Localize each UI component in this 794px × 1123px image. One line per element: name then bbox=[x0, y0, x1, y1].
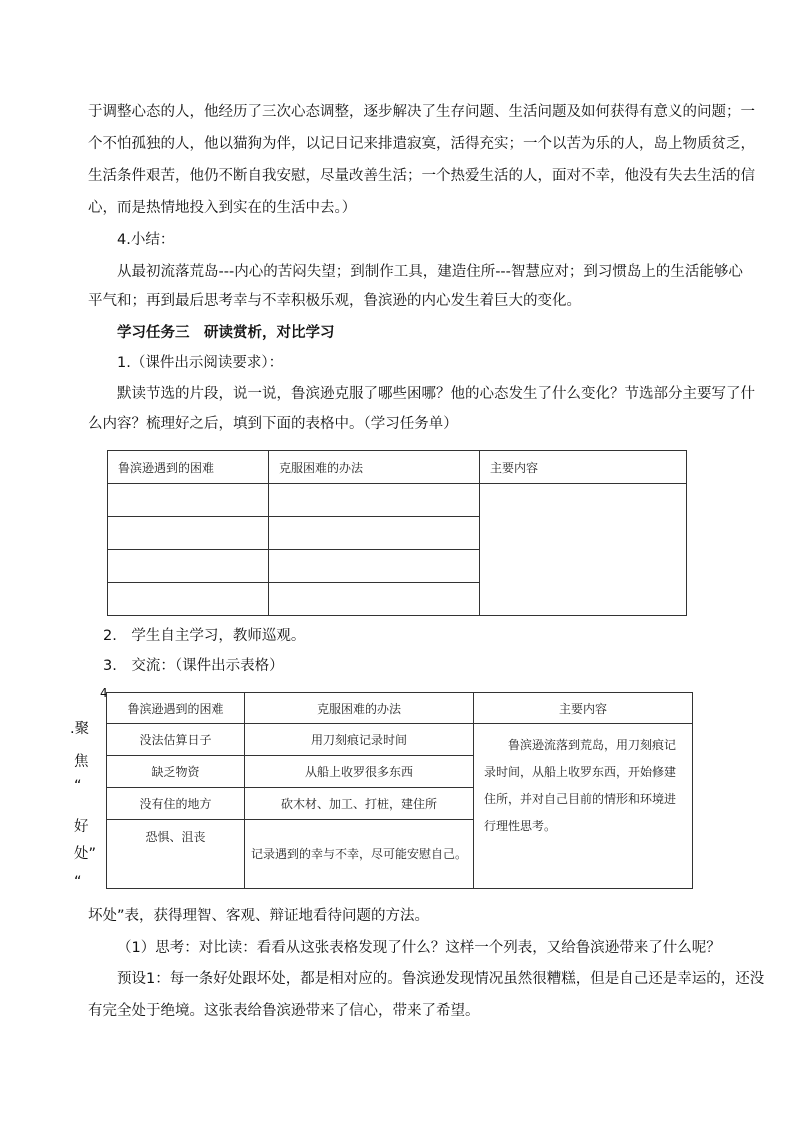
method-cell: 砍木材、加工、打桩，建住所 bbox=[245, 788, 474, 820]
side-number: 4 bbox=[100, 686, 108, 700]
side-char: “ bbox=[74, 874, 82, 890]
method-cell: 从船上收罗很多东西 bbox=[245, 756, 474, 788]
step-2: 2. 学生自主学习，教师巡观。 bbox=[103, 628, 306, 644]
table-header: 主要内容 bbox=[480, 451, 687, 484]
table-header: 克服困难的办法 bbox=[269, 451, 480, 484]
empty-cell bbox=[269, 550, 480, 583]
difficulty-cell: 没有住的地方 bbox=[107, 788, 245, 820]
empty-cell bbox=[269, 517, 480, 550]
paragraph-line: 生活条件艰苦，他仍不断自我安慰，尽量改善生活；一个热爱生活的人，面对不幸，他没有失去生活的信 bbox=[88, 168, 755, 184]
paragraph-line: 于调整心态的人，他经历了三次心态调整，逐步解决了生存问题、生活问题及如何获得有意义的问题；一 bbox=[88, 104, 755, 120]
difficulty-cell: 恐惧、沮丧 bbox=[107, 820, 245, 889]
answer-table bbox=[106, 692, 693, 889]
side-char: 处” bbox=[74, 846, 97, 862]
side-char: 焦 bbox=[74, 754, 89, 770]
difficulty-cell: 缺乏物资 bbox=[107, 756, 245, 788]
empty-cell bbox=[108, 517, 269, 550]
summary-line: 平气和；再到最后思考幸与不幸积极乐观，鲁滨逊的内心发生着巨大的变化。 bbox=[88, 293, 581, 309]
table-header: 鲁滨逊遇到的困难 bbox=[108, 451, 269, 484]
side-char: “ bbox=[74, 778, 82, 794]
table-header: 克服困难的办法 bbox=[245, 693, 474, 724]
empty-cell bbox=[480, 484, 687, 616]
empty-cell bbox=[108, 484, 269, 517]
main-content-cell bbox=[474, 724, 693, 889]
method-cell: 用刀刻痕记录时间 bbox=[245, 724, 474, 756]
side-char: 好 bbox=[74, 819, 89, 835]
task3-line: 么内容？梳理好之后，填到下面的表格中。（学习任务单） bbox=[88, 416, 458, 432]
table-header: 主要内容 bbox=[474, 693, 693, 724]
worksheet-table bbox=[107, 450, 687, 616]
think-question: （1）思考：对比读：看看从这张表格发现了什么？这样一个列表，又给鲁滨逊带来了什么呢？ bbox=[117, 940, 721, 956]
method-cell: 记录遇到的幸与不幸，尽可能安慰自己。 bbox=[245, 820, 474, 889]
task3-heading: 学习任务三 研读赏析，对比学习 bbox=[117, 325, 335, 341]
empty-cell bbox=[108, 583, 269, 616]
step-3: 3. 交流：（课件出示表格） bbox=[103, 658, 284, 674]
empty-cell bbox=[108, 550, 269, 583]
preset-line: 预设1：每一条好处跟坏处，都是相对应的。鲁滨逊发现情况虽然很糟糕，但是自己还是幸运的，还没 bbox=[117, 971, 765, 987]
empty-cell bbox=[269, 583, 480, 616]
task3-item1: 1.（课件出示阅读要求）： bbox=[117, 355, 284, 371]
side-char: .聚 bbox=[70, 721, 90, 737]
table-header: 鲁滨逊遇到的困难 bbox=[107, 693, 245, 724]
continuation-line: 坏处”表，获得理智、客观、辩证地看待问题的方法。 bbox=[88, 908, 430, 924]
summary-heading: 4.小结： bbox=[117, 232, 175, 248]
main-content-text: 鲁滨逊流落到荒岛，用刀刻痕记录时间，从船上收罗东西，开始修建住所，并对自己目前的情形和环境进行理性思考。 bbox=[484, 738, 677, 833]
empty-cell bbox=[269, 484, 480, 517]
preset-line: 有完全处于绝境。这张表给鲁滨逊带来了信心，带来了希望。 bbox=[88, 1003, 480, 1019]
paragraph-line: 心，而是热情地投入到实在的生活中去。） bbox=[88, 200, 357, 216]
task3-line: 默读节选的片段，说一说，鲁滨逊克服了哪些困哪？他的心态发生了什么变化？节选部分主要写了什 bbox=[117, 386, 755, 402]
paragraph-line: 个不怕孤独的人，他以猫狗为伴，以记日记来排遣寂寞，活得充实；一个以苦为乐的人，岛上物质贫乏， bbox=[88, 136, 755, 152]
summary-line: 从最初流落荒岛---内心的苦闷失望；到制作工具，建造住所---智慧应对；到习惯岛上的生活能够心 bbox=[117, 264, 743, 280]
difficulty-cell: 没法估算日子 bbox=[107, 724, 245, 756]
